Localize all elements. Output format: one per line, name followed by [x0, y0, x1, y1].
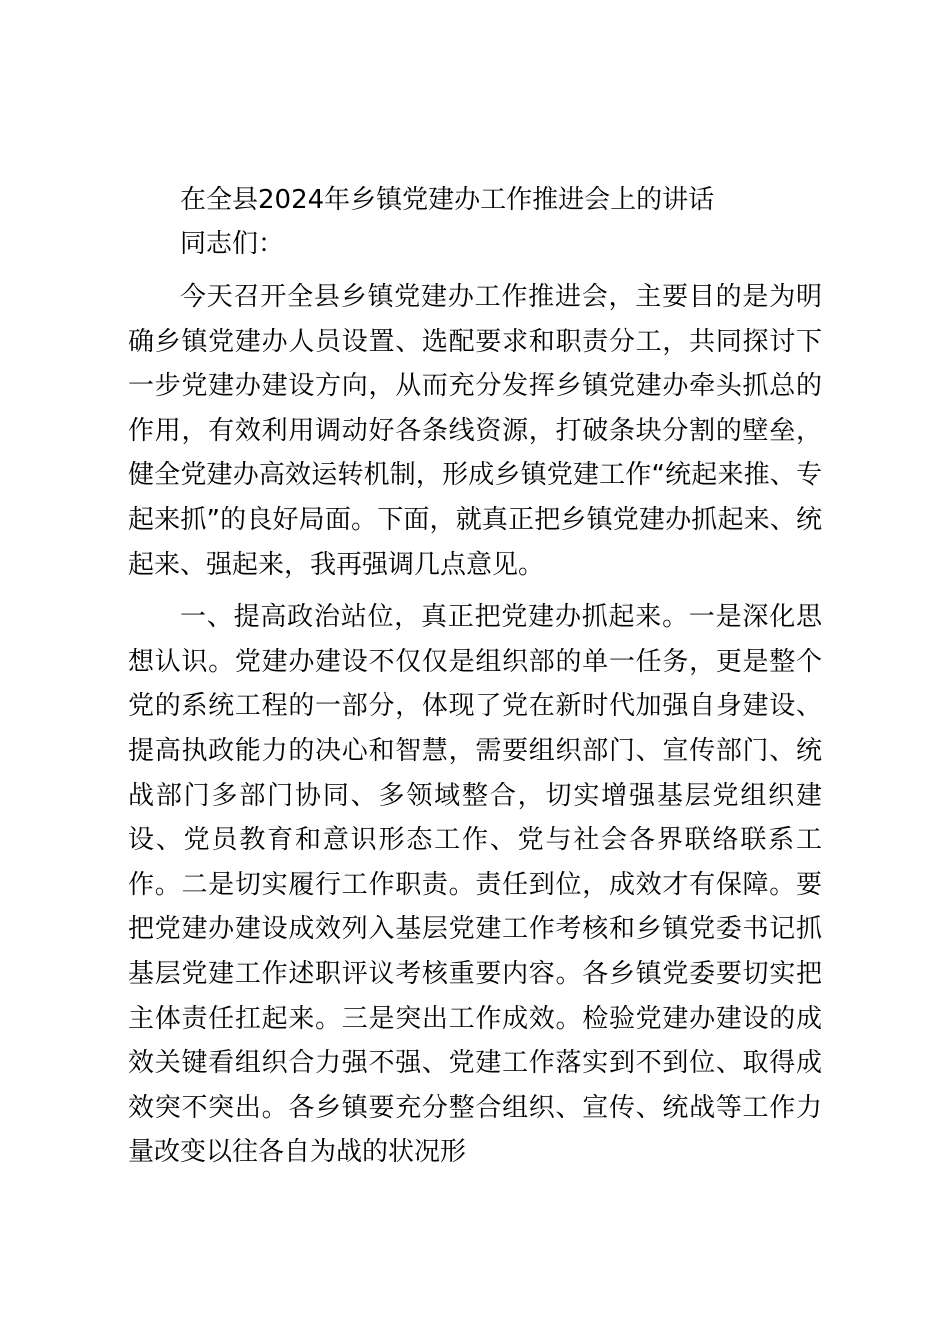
greeting: 同志们： — [180, 229, 285, 259]
paragraph-intro: 今天召开全县乡镇党建办工作推进会，主要目的是为明确乡镇党建办人员设置、选配要求和职责分工，共同探讨下一步党建办建设方向，从而充分发挥乡镇党建办牵头抓总的作用，有效利用调动好各条线资源，打破条块分割的壁垒，健全党建办高效运转机制，形成乡镇党建工作“统起来推、专起来抓”的良好局面。下面，就真正把乡镇党建办抓起来、统起来、强起来，我再强调几点意见。 — [128, 282, 822, 580]
document-title: 在全县2024年乡镇党建办工作推进会上的讲话 — [180, 185, 715, 215]
paragraph-section-one: 一、提高政治站位，真正把党建办抓起来。一是深化思想认识。党建办建设不仅仅是组织部的单一任务，更是整个党的系统工程的一部分，体现了党在新时代加强自身建设、提高执政能力的决心和智慧，需要组织部门、宣传部门、统战部门多部门协同、多领域整合，切实增强基层党组织建设、党员教育和意识形态工作、党与社会各界联络联系工作。二是切实履行工作职责。责任到位，成效才有保障。要把党建办建设成效列入基层党建工作考核和乡镇党委书记抓基层党建工作述职评议考核重要内容。各乡镇党委要切实把主体责任扛起来。三是突出工作成效。检验党建办建设的成效关键看组织合力强不强、党建工作落实到不到位、取得成效突不突出。各乡镇要充分整合组织、宣传、统战等工作力量改变以往各自为战的状况形 — [128, 602, 822, 1168]
document-body — [128, 178, 822, 1175]
